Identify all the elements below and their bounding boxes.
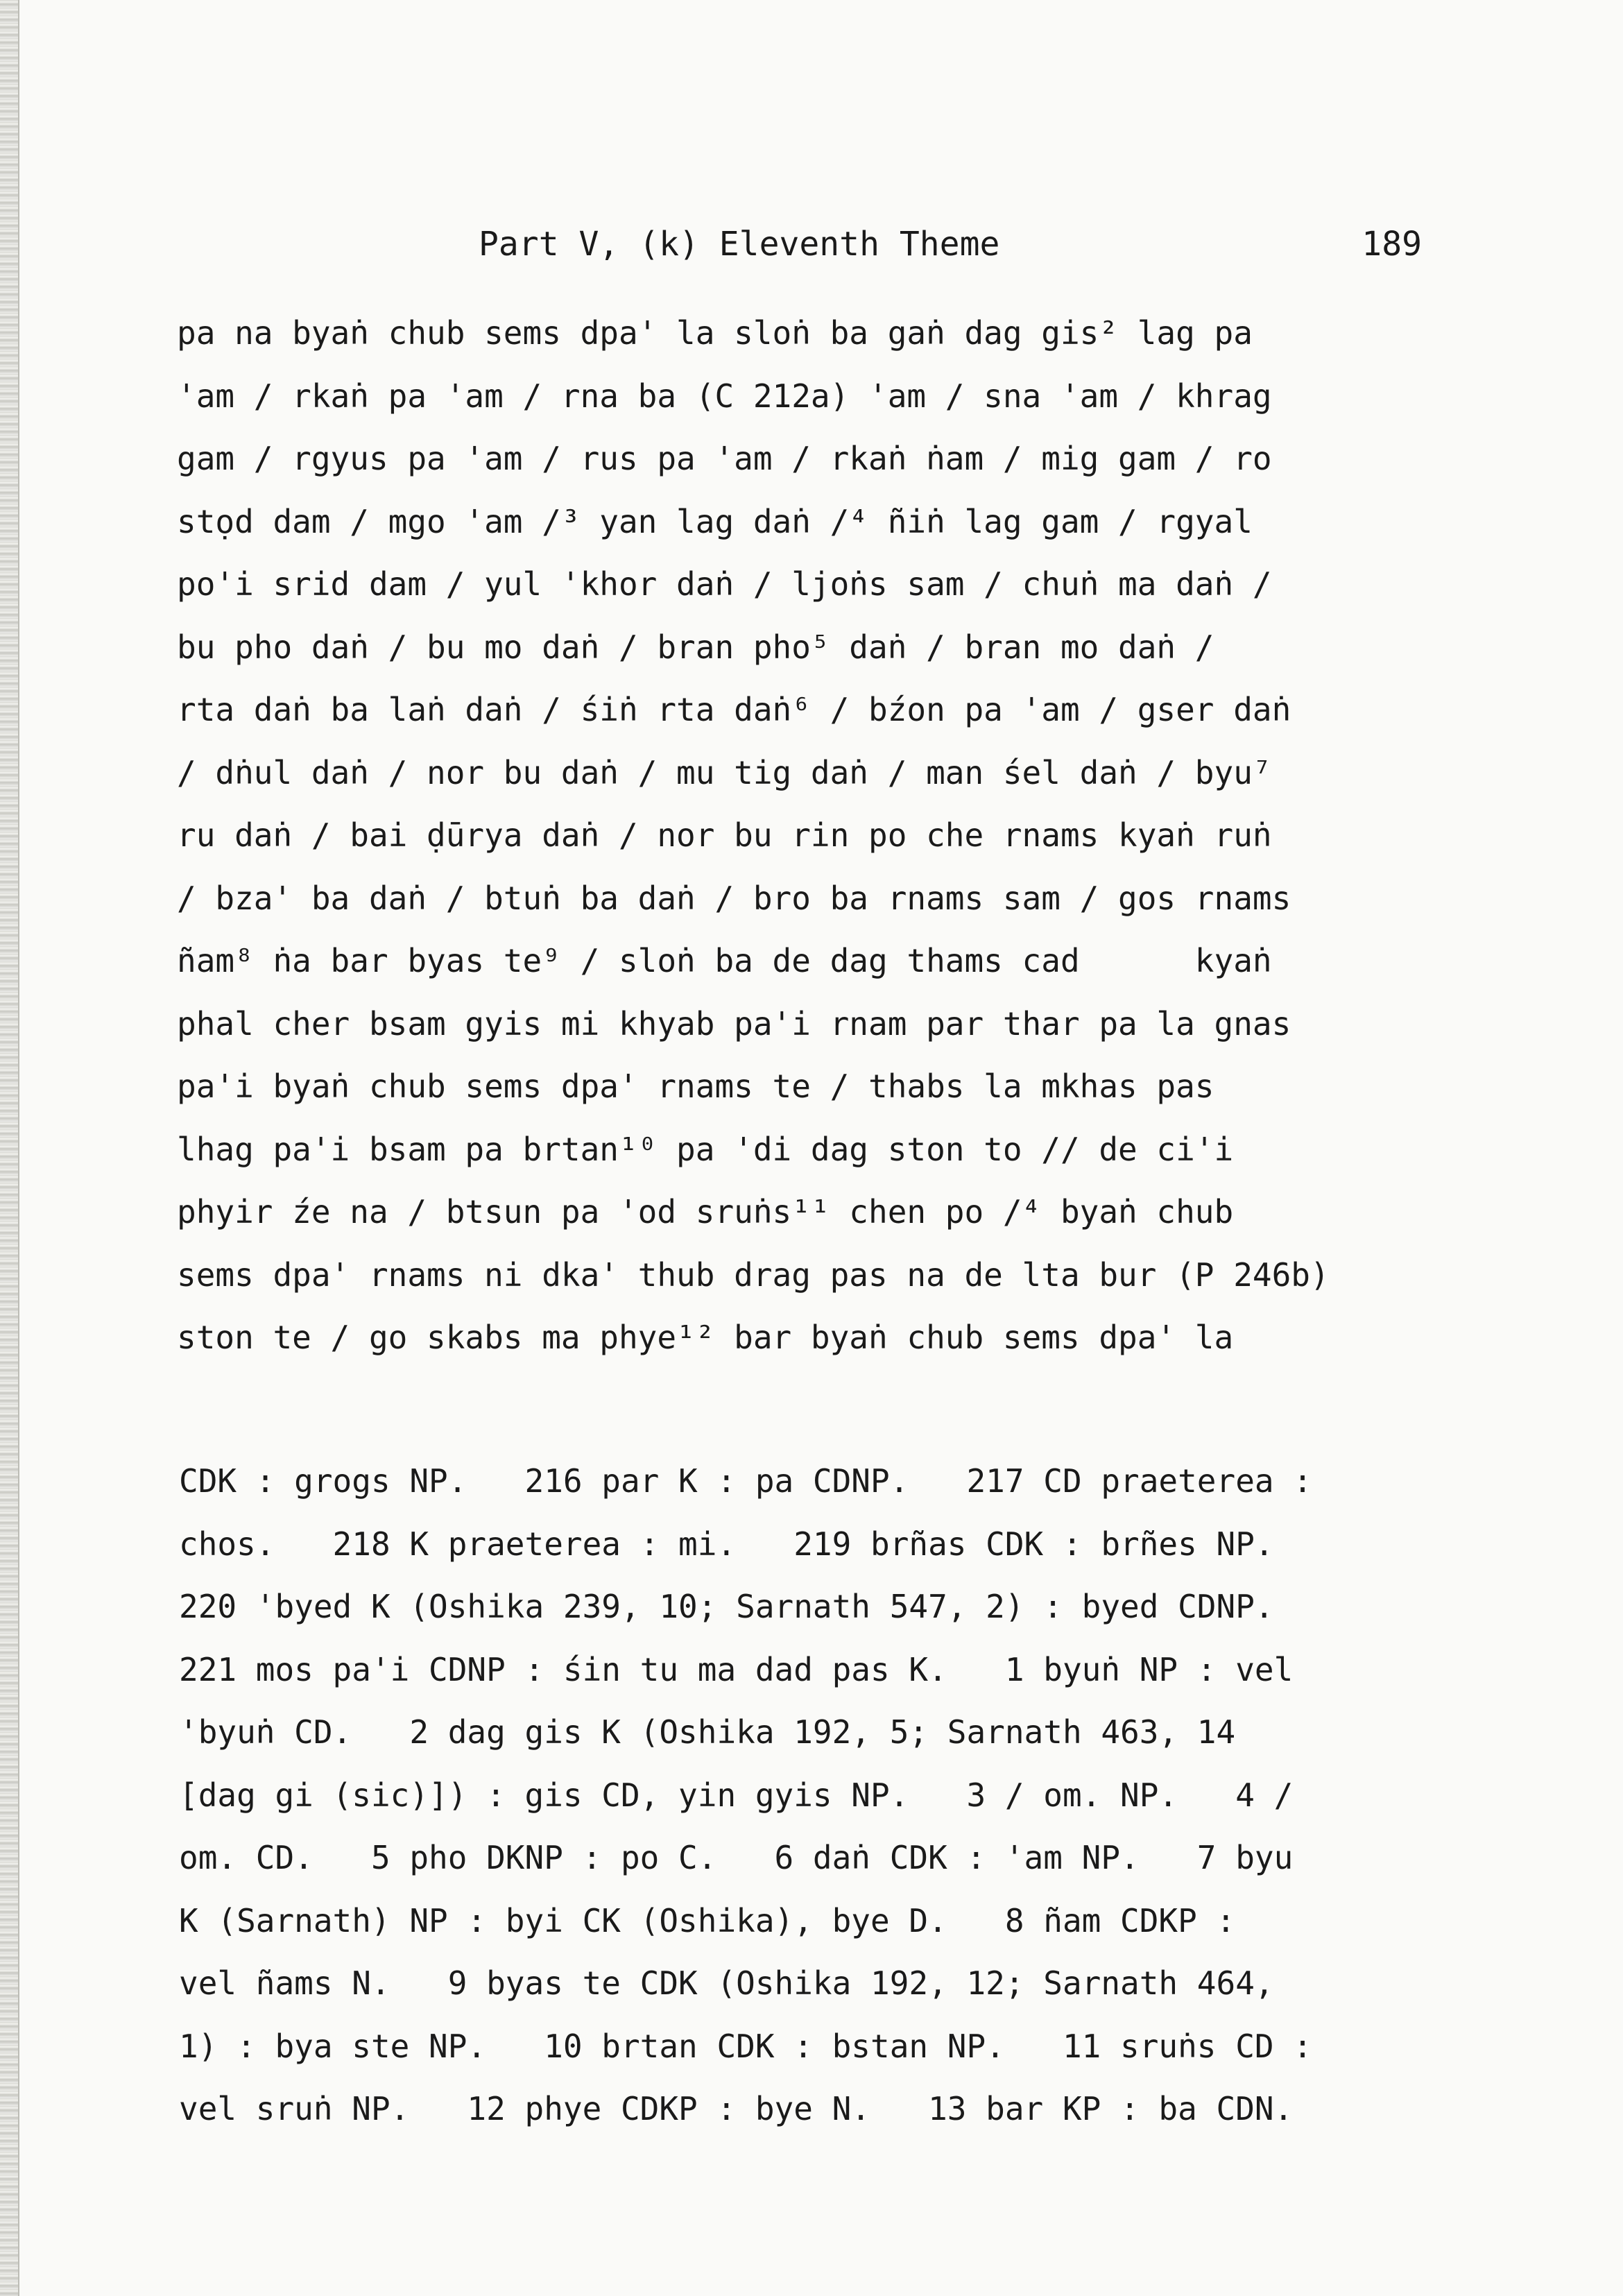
footnote-line: om. CD. 5 pho DKNP : po C. 6 daṅ CDK : 'am NP. 7 byu (179, 1839, 1294, 1876)
footnote-line: K (Sarnath) NP : byi CK (Oshika), bye D. 8 ñam CDKP : (179, 1901, 1236, 1939)
page-number: 189 (1362, 225, 1422, 264)
footnote-line: 1) : bya ste NP. 10 brtan CDK : bstan NP. 11 sruṅs CD : (179, 2027, 1312, 2065)
page-header (479, 223, 1422, 265)
text-line: gam / rgyus pa 'am / rus pa 'am / rkaṅ ṅam / mig gam / ro (177, 440, 1272, 477)
footnote-line: 220 'byed K (Oshika 239, 10; Sarnath 547, 2) : byed CDNP. (179, 1588, 1274, 1625)
text-line: ru daṅ / bai ḍūrya daṅ / nor bu rin po che rnams kyaṅ ruṅ (177, 816, 1272, 854)
footnote-line: 221 mos pa'i CDNP : śin tu ma dad pas K. 1 byuṅ NP : vel (179, 1650, 1294, 1688)
text-line: 'am / rkaṅ pa 'am / rna ba (C 212a) 'am / sna 'am / khrag (177, 377, 1272, 415)
text-line: po'i srid dam / yul 'khor daṅ / ljoṅs sam / chuṅ ma daṅ / (177, 565, 1272, 603)
footnote-line: 'byuṅ CD. 2 dag gis K (Oshika 192, 5; Sarnath 463, 14 (179, 1713, 1236, 1751)
footnote-line: [dag gi (sic)]) : gis CD, yin gyis NP. 3 / om. NP. 4 / (179, 1776, 1294, 1814)
text-line: stọd dam / mgo 'am /³ yan lag daṅ /⁴ ñiṅ lag gam / rgyal (177, 502, 1253, 540)
text-line: phal cher bsam gyis mi khyab pa'i rnam par thar pa la gnas (177, 1004, 1291, 1043)
footnote-line: vel sruṅ NP. 12 phye CDKP : bye N. 13 bar KP : ba CDN. (179, 2090, 1294, 2127)
footnote-line: chos. 218 K praeterea : mi. 219 brñas CDK : brñes NP. (179, 1525, 1274, 1563)
footnote-line: CDK : grogs NP. 216 par K : pa CDNP. 217 CD praeterea : (179, 1462, 1312, 1500)
footnotes-apparatus (179, 1450, 1427, 2141)
text-line: pa'i byaṅ chub sems dpa' rnams te / thabs la mkhas pas (177, 1068, 1214, 1105)
running-head: Part V, (k) Eleventh Theme (479, 225, 1000, 264)
text-line: / bza' ba daṅ / btuṅ ba daṅ / bro ba rnams sam / gos rnams (177, 879, 1291, 917)
page-binding-edge (0, 0, 19, 2296)
text-line: bu pho daṅ / bu mo daṅ / bran pho⁵ daṅ / bran mo daṅ / (177, 628, 1214, 666)
footnote-line: vel ñams N. 9 byas te CDK (Oshika 192, 12; Sarnath 464, (179, 1964, 1274, 2002)
text-line: ston te / go skabs ma phye¹² bar byaṅ chub sems dpa' la (177, 1319, 1234, 1356)
text-line: sems dpa' rnams ni dka' thub drag pas na de lta bur (P 246b) (177, 1256, 1330, 1294)
text-line: pa na byaṅ chub sems dpa' la sloṅ ba gaṅ dag gis² lag pa (177, 314, 1253, 352)
text-line: phyir źe na / btsun pa 'od sruṅs¹¹ chen po /⁴ byaṅ chub (177, 1193, 1234, 1231)
text-line: / dṅul daṅ / nor bu daṅ / mu tig daṅ / man śel daṅ / byu⁷ (177, 753, 1272, 791)
text-line: lhag pa'i bsam pa brtan¹⁰ pa 'di dag ston to // de ci'i (177, 1130, 1234, 1168)
main-text (177, 302, 1425, 1369)
text-line: rta daṅ ba laṅ daṅ / śiṅ rta daṅ⁶ / bźon pa 'am / gser daṅ (177, 691, 1291, 728)
text-line: ñam⁸ ṅa bar byas te⁹ / sloṅ ba de dag thams cad kyaṅ (177, 942, 1272, 979)
